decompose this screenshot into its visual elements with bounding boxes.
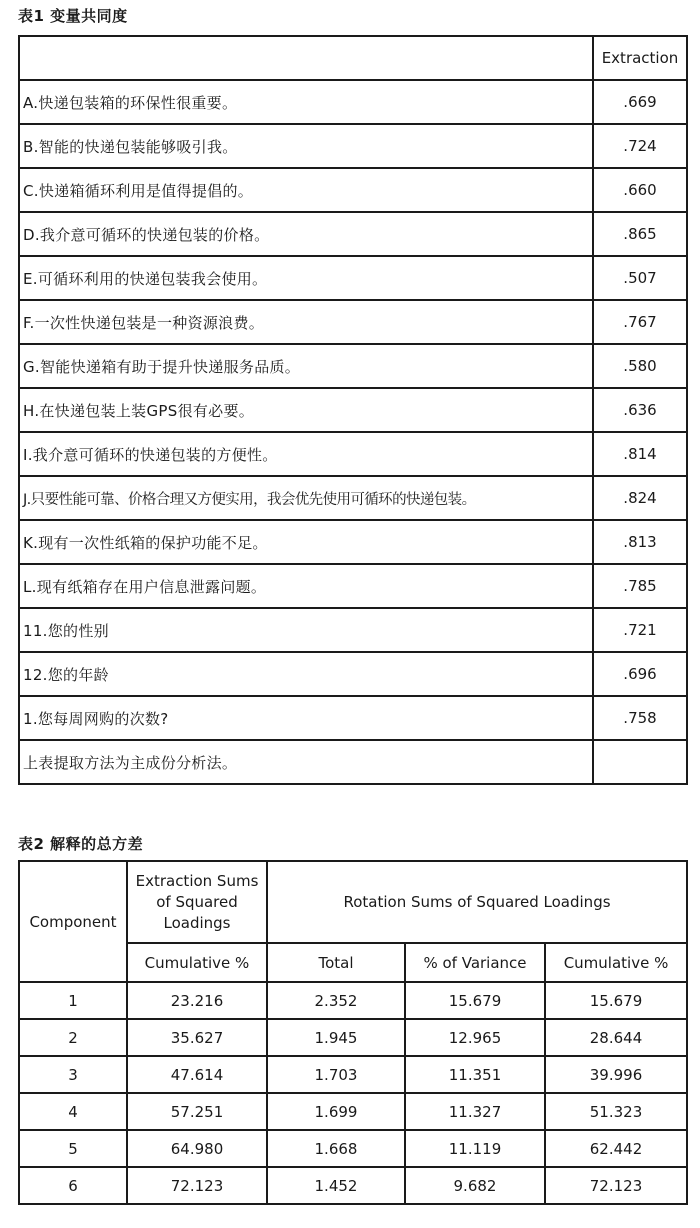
table-row (19, 520, 687, 564)
rotation-total-value: 1.668 (267, 1130, 405, 1167)
table2-header-row-1 (19, 861, 687, 943)
rotation-total-value: 1.703 (267, 1056, 405, 1093)
extraction-value: .507 (593, 256, 687, 300)
table-row (19, 696, 687, 740)
rotation-total-value: 2.352 (267, 982, 405, 1019)
table2-caption: 表2 解释的总方差 (18, 835, 144, 853)
table-row (19, 1167, 687, 1204)
table-row (19, 652, 687, 696)
rotation-variance-header: % of Variance (405, 943, 545, 982)
rotation-sums-header: Rotation Sums of Squared Loadings (267, 861, 687, 943)
footer-empty-cell (593, 740, 687, 784)
item-label: H.在快递包装上装GPS很有必要。 (19, 388, 593, 432)
extraction-cumulative-value: 57.251 (127, 1093, 267, 1130)
item-label: B.智能的快递包装能够吸引我。 (19, 124, 593, 168)
extraction-value: .669 (593, 80, 687, 124)
rotation-variance-value: 12.965 (405, 1019, 545, 1056)
table-row (19, 124, 687, 168)
item-label: K.现有一次性纸箱的保护功能不足。 (19, 520, 593, 564)
table-row (19, 388, 687, 432)
table-row (19, 212, 687, 256)
extraction-cumulative-header: Cumulative % (127, 943, 267, 982)
item-label: 1.您每周网购的次数? (19, 696, 593, 740)
table1-header-item (19, 36, 593, 80)
rotation-total-value: 1.452 (267, 1167, 405, 1204)
component-header: Component (19, 861, 127, 982)
item-label: G.智能快递箱有助于提升快递服务品质。 (19, 344, 593, 388)
table1-header-extraction: Extraction (593, 36, 687, 80)
extraction-value: .813 (593, 520, 687, 564)
table-row (19, 1093, 687, 1130)
extraction-value: .660 (593, 168, 687, 212)
table-row (19, 982, 687, 1019)
item-label: C.快递箱循环利用是值得提倡的。 (19, 168, 593, 212)
total-variance-table (18, 860, 688, 1205)
rotation-variance-value: 11.119 (405, 1130, 545, 1167)
extraction-value: .814 (593, 432, 687, 476)
item-label: E.可循环利用的快递包装我会使用。 (19, 256, 593, 300)
extraction-value: .721 (593, 608, 687, 652)
extraction-value: .824 (593, 476, 687, 520)
extraction-value: .724 (593, 124, 687, 168)
rotation-cumulative-value: 15.679 (545, 982, 687, 1019)
extraction-cumulative-value: 64.980 (127, 1130, 267, 1167)
item-label: J.只要性能可靠、价格合理又方便实用，我会优先使用可循环的快递包装。 (19, 476, 593, 520)
table-row (19, 564, 687, 608)
rotation-total-value: 1.699 (267, 1093, 405, 1130)
component-number: 2 (19, 1019, 127, 1056)
rotation-variance-value: 9.682 (405, 1167, 545, 1204)
table-row (19, 80, 687, 124)
rotation-cumulative-header: Cumulative % (545, 943, 687, 982)
component-number: 3 (19, 1056, 127, 1093)
table-row (19, 608, 687, 652)
table1-header-row (19, 36, 687, 80)
rotation-total-header: Total (267, 943, 405, 982)
table-row (19, 1019, 687, 1056)
rotation-cumulative-value: 62.442 (545, 1130, 687, 1167)
extraction-value: .767 (593, 300, 687, 344)
extraction-cumulative-value: 47.614 (127, 1056, 267, 1093)
extraction-value: .696 (593, 652, 687, 696)
item-label: 12.您的年龄 (19, 652, 593, 696)
rotation-variance-value: 11.351 (405, 1056, 545, 1093)
component-number: 4 (19, 1093, 127, 1130)
rotation-cumulative-value: 39.996 (545, 1056, 687, 1093)
rotation-variance-value: 15.679 (405, 982, 545, 1019)
extraction-method-note: 上表提取方法为主成份分析法。 (19, 740, 593, 784)
table-row (19, 476, 687, 520)
extraction-value: .636 (593, 388, 687, 432)
extraction-value: .865 (593, 212, 687, 256)
table1-caption: 表1 变量共同度 (18, 7, 128, 25)
rotation-total-value: 1.945 (267, 1019, 405, 1056)
extraction-value: .580 (593, 344, 687, 388)
rotation-cumulative-value: 72.123 (545, 1167, 687, 1204)
table-row (19, 256, 687, 300)
rotation-cumulative-value: 28.644 (545, 1019, 687, 1056)
table1-footer-row (19, 740, 687, 784)
extraction-sums-header: Extraction Sums of Squared Loadings (127, 861, 267, 943)
extraction-cumulative-value: 23.216 (127, 982, 267, 1019)
table-row (19, 300, 687, 344)
rotation-cumulative-value: 51.323 (545, 1093, 687, 1130)
extraction-value: .758 (593, 696, 687, 740)
item-label: I.我介意可循环的快递包装的方便性。 (19, 432, 593, 476)
table-row (19, 344, 687, 388)
component-number: 5 (19, 1130, 127, 1167)
extraction-cumulative-value: 72.123 (127, 1167, 267, 1204)
communalities-table (18, 35, 688, 785)
component-number: 1 (19, 982, 127, 1019)
item-label: A.快递包装箱的环保性很重要。 (19, 80, 593, 124)
table-row (19, 432, 687, 476)
item-label: D.我介意可循环的快递包装的价格。 (19, 212, 593, 256)
item-label: F.一次性快递包装是一种资源浪费。 (19, 300, 593, 344)
item-label: L.现有纸箱存在用户信息泄露问题。 (19, 564, 593, 608)
table-row (19, 1130, 687, 1167)
table-row (19, 1056, 687, 1093)
table-row (19, 168, 687, 212)
extraction-cumulative-value: 35.627 (127, 1019, 267, 1056)
component-number: 6 (19, 1167, 127, 1204)
extraction-value: .785 (593, 564, 687, 608)
rotation-variance-value: 11.327 (405, 1093, 545, 1130)
item-label: 11.您的性别 (19, 608, 593, 652)
